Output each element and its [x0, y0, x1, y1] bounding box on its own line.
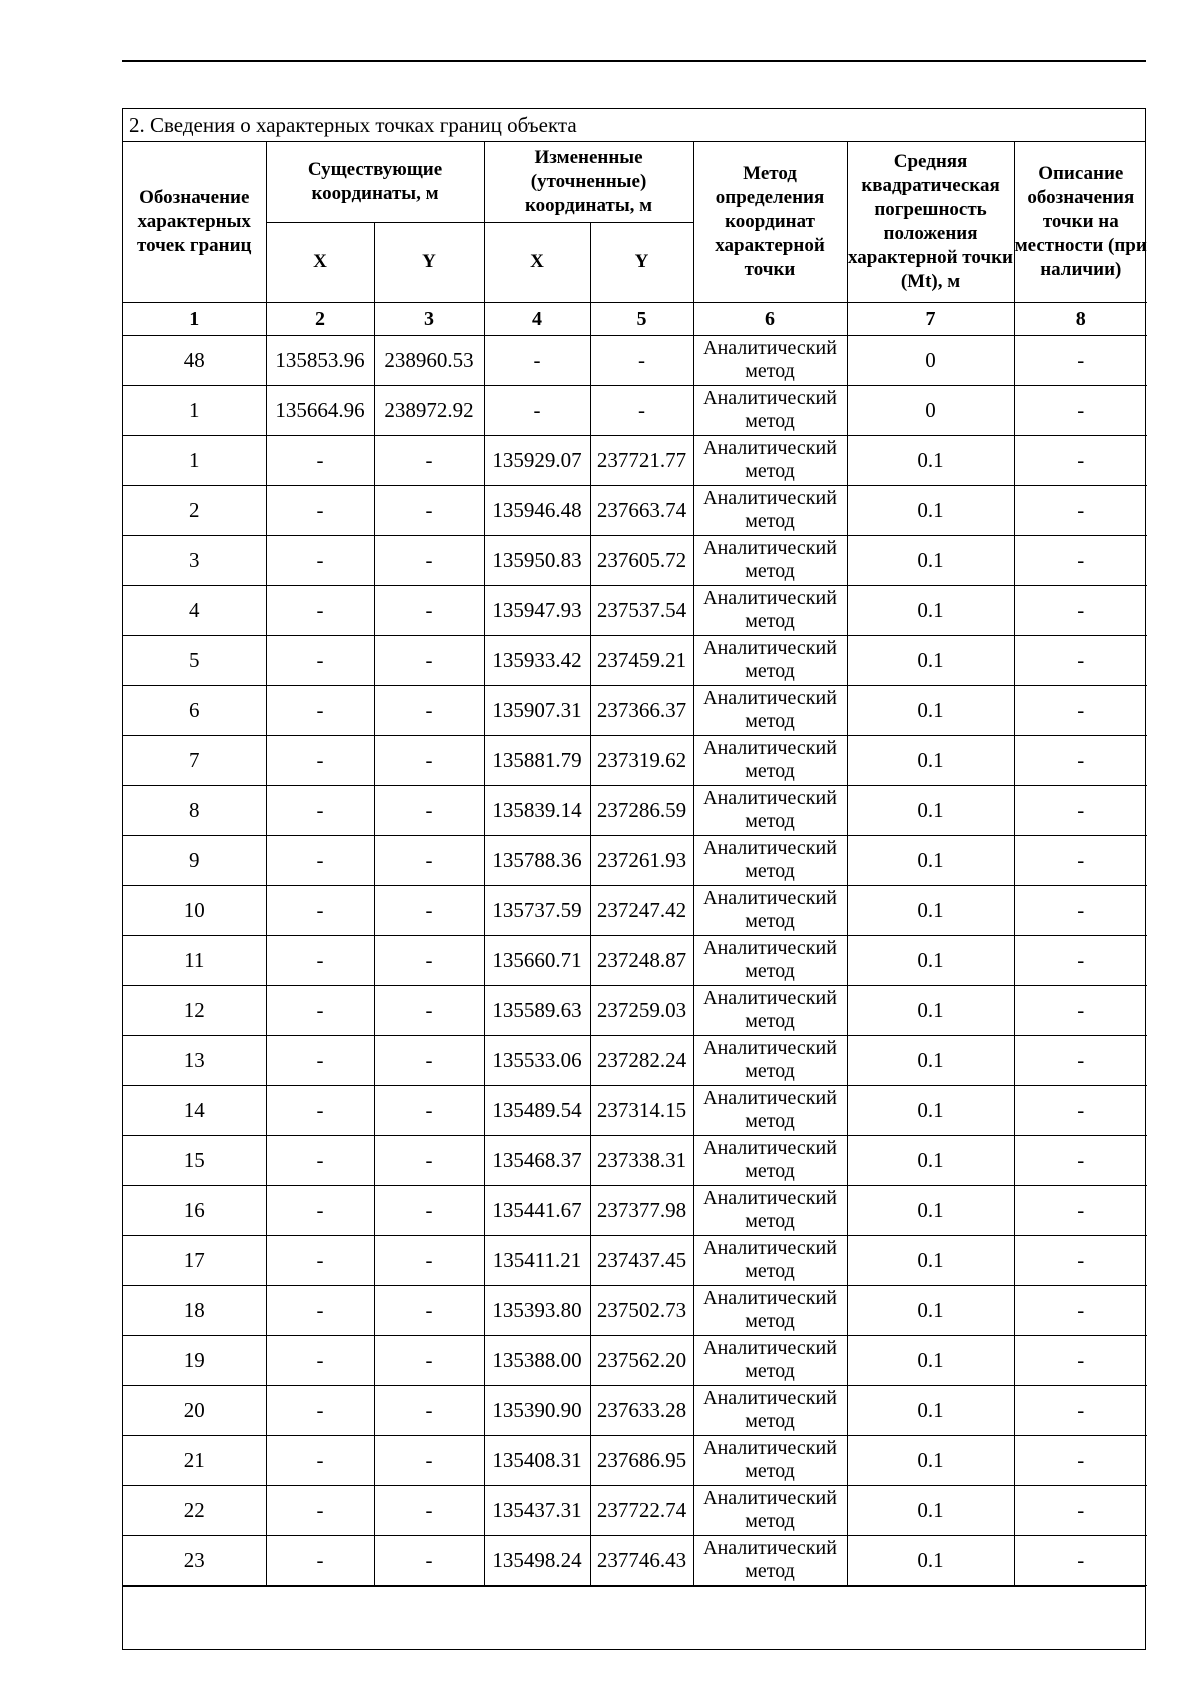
existing-y-cell: 238960.53	[374, 335, 484, 385]
mean-error-cell: 0	[847, 335, 1014, 385]
point-designation-cell: 10	[123, 885, 266, 935]
point-designation-cell: 14	[123, 1085, 266, 1135]
existing-x-cell: -	[266, 1385, 374, 1435]
column-number: 8	[1014, 302, 1147, 335]
table-row	[123, 435, 1147, 485]
table-row	[123, 1485, 1147, 1535]
changed-y-cell: 237686.95	[590, 1435, 693, 1485]
table-row	[123, 385, 1147, 435]
changed-x-cell: 135933.42	[484, 635, 590, 685]
column-number: 1	[123, 302, 266, 335]
point-designation-cell: 8	[123, 785, 266, 835]
existing-y-cell: -	[374, 485, 484, 535]
method-cell: Аналитический метод	[693, 1035, 847, 1085]
column-number: 2	[266, 302, 374, 335]
changed-x-cell: 135881.79	[484, 735, 590, 785]
changed-y-cell: 237605.72	[590, 535, 693, 585]
description-cell: -	[1014, 785, 1147, 835]
changed-x-cell: 135498.24	[484, 1535, 590, 1585]
description-cell: -	[1014, 335, 1147, 385]
header-changed-coords: Измененные (уточненные) координаты, м	[484, 142, 693, 222]
existing-y-cell: -	[374, 1435, 484, 1485]
existing-x-cell: -	[266, 735, 374, 785]
existing-y-cell: -	[374, 1535, 484, 1585]
changed-x-cell: 135946.48	[484, 485, 590, 535]
changed-y-cell: 237722.74	[590, 1485, 693, 1535]
method-cell: Аналитический метод	[693, 1085, 847, 1135]
column-number: 4	[484, 302, 590, 335]
description-cell: -	[1014, 935, 1147, 985]
table-row	[123, 1385, 1147, 1435]
point-designation-cell: 22	[123, 1485, 266, 1535]
changed-x-cell: 135390.90	[484, 1385, 590, 1435]
existing-y-cell: -	[374, 1035, 484, 1085]
header-existing-x: X	[266, 222, 374, 302]
method-cell: Аналитический метод	[693, 635, 847, 685]
changed-x-cell: 135660.71	[484, 935, 590, 985]
column-number: 3	[374, 302, 484, 335]
boundary-points-section	[122, 108, 1146, 1650]
point-designation-cell: 4	[123, 585, 266, 635]
mean-error-cell: 0.1	[847, 1435, 1014, 1485]
column-number: 6	[693, 302, 847, 335]
existing-x-cell: -	[266, 585, 374, 635]
changed-x-cell: 135929.07	[484, 435, 590, 485]
table-row	[123, 1335, 1147, 1385]
existing-y-cell: -	[374, 535, 484, 585]
description-cell: -	[1014, 835, 1147, 885]
mean-error-cell: 0.1	[847, 935, 1014, 985]
changed-x-cell: 135411.21	[484, 1235, 590, 1285]
changed-x-cell: 135393.80	[484, 1285, 590, 1335]
description-cell: -	[1014, 1335, 1147, 1385]
description-cell: -	[1014, 1435, 1147, 1485]
existing-x-cell: -	[266, 1485, 374, 1535]
mean-error-cell: 0.1	[847, 435, 1014, 485]
mean-error-cell: 0.1	[847, 1235, 1014, 1285]
top-divider-line	[122, 60, 1146, 62]
table-row	[123, 935, 1147, 985]
point-designation-cell: 23	[123, 1535, 266, 1585]
existing-x-cell: -	[266, 835, 374, 885]
mean-error-cell: 0.1	[847, 635, 1014, 685]
section-title: 2. Сведения о характерных точках границ объекта	[123, 109, 1145, 142]
changed-y-cell: 237261.93	[590, 835, 693, 885]
empty-footer-row	[123, 1586, 1145, 1626]
description-cell: -	[1014, 1385, 1147, 1435]
table-row	[123, 685, 1147, 735]
point-designation-cell: 7	[123, 735, 266, 785]
point-designation-cell: 6	[123, 685, 266, 735]
description-cell: -	[1014, 385, 1147, 435]
existing-x-cell: -	[266, 435, 374, 485]
table-row	[123, 1535, 1147, 1585]
point-designation-cell: 48	[123, 335, 266, 385]
changed-x-cell: 135441.67	[484, 1185, 590, 1235]
changed-y-cell: 237721.77	[590, 435, 693, 485]
changed-x-cell: 135468.37	[484, 1135, 590, 1185]
mean-error-cell: 0.1	[847, 1135, 1014, 1185]
point-designation-cell: 13	[123, 1035, 266, 1085]
method-cell: Аналитический метод	[693, 885, 847, 935]
existing-y-cell: -	[374, 1485, 484, 1535]
mean-error-cell: 0.1	[847, 1085, 1014, 1135]
changed-y-cell: 237338.31	[590, 1135, 693, 1185]
changed-y-cell: 237377.98	[590, 1185, 693, 1235]
method-cell: Аналитический метод	[693, 685, 847, 735]
description-cell: -	[1014, 1035, 1147, 1085]
changed-x-cell: 135489.54	[484, 1085, 590, 1135]
changed-x-cell: 135437.31	[484, 1485, 590, 1535]
method-cell: Аналитический метод	[693, 335, 847, 385]
existing-x-cell: 135853.96	[266, 335, 374, 385]
existing-y-cell: -	[374, 585, 484, 635]
point-designation-cell: 1	[123, 435, 266, 485]
point-designation-cell: 17	[123, 1235, 266, 1285]
table-row	[123, 985, 1147, 1035]
table-row	[123, 485, 1147, 535]
changed-y-cell: 237562.20	[590, 1335, 693, 1385]
changed-y-cell: 237663.74	[590, 485, 693, 535]
table-row	[123, 835, 1147, 885]
mean-error-cell: 0.1	[847, 1035, 1014, 1085]
method-cell: Аналитический метод	[693, 1335, 847, 1385]
changed-y-cell: 237314.15	[590, 1085, 693, 1135]
description-cell: -	[1014, 435, 1147, 485]
description-cell: -	[1014, 1085, 1147, 1135]
point-designation-cell: 15	[123, 1135, 266, 1185]
method-cell: Аналитический метод	[693, 1135, 847, 1185]
point-designation-cell: 11	[123, 935, 266, 985]
table-row	[123, 335, 1147, 385]
changed-x-cell: 135947.93	[484, 585, 590, 635]
existing-x-cell: -	[266, 485, 374, 535]
changed-x-cell: 135839.14	[484, 785, 590, 835]
changed-y-cell: 237319.62	[590, 735, 693, 785]
mean-error-cell: 0.1	[847, 885, 1014, 935]
changed-y-cell: 237502.73	[590, 1285, 693, 1335]
method-cell: Аналитический метод	[693, 1185, 847, 1235]
existing-x-cell: -	[266, 935, 374, 985]
changed-x-cell: 135788.36	[484, 835, 590, 885]
method-cell: Аналитический метод	[693, 1285, 847, 1335]
header-existing-coords: Существующие координаты, м	[266, 142, 484, 222]
table-row	[123, 535, 1147, 585]
point-designation-cell: 16	[123, 1185, 266, 1235]
mean-error-cell: 0.1	[847, 985, 1014, 1035]
table-row	[123, 1085, 1147, 1135]
method-cell: Аналитический метод	[693, 835, 847, 885]
mean-error-cell: 0.1	[847, 485, 1014, 535]
changed-x-cell: -	[484, 335, 590, 385]
method-cell: Аналитический метод	[693, 1535, 847, 1585]
existing-y-cell: 238972.92	[374, 385, 484, 435]
changed-y-cell: 237366.37	[590, 685, 693, 735]
header-changed-x: X	[484, 222, 590, 302]
point-designation-cell: 21	[123, 1435, 266, 1485]
existing-y-cell: -	[374, 885, 484, 935]
existing-x-cell: -	[266, 985, 374, 1035]
existing-y-cell: -	[374, 1285, 484, 1335]
method-cell: Аналитический метод	[693, 1385, 847, 1435]
mean-error-cell: 0.1	[847, 535, 1014, 585]
changed-y-cell: -	[590, 335, 693, 385]
changed-y-cell: 237437.45	[590, 1235, 693, 1285]
changed-y-cell: -	[590, 385, 693, 435]
table-row	[123, 785, 1147, 835]
description-cell: -	[1014, 1485, 1147, 1535]
existing-y-cell: -	[374, 1235, 484, 1285]
mean-error-cell: 0	[847, 385, 1014, 435]
description-cell: -	[1014, 1285, 1147, 1335]
column-number: 7	[847, 302, 1014, 335]
changed-x-cell: 135533.06	[484, 1035, 590, 1085]
existing-x-cell: -	[266, 1035, 374, 1085]
existing-y-cell: -	[374, 735, 484, 785]
existing-x-cell: -	[266, 885, 374, 935]
point-designation-cell: 5	[123, 635, 266, 685]
description-cell: -	[1014, 985, 1147, 1035]
table-row	[123, 635, 1147, 685]
changed-y-cell: 237746.43	[590, 1535, 693, 1585]
header-description: Описание обозначения точки на местности (при наличии)	[1014, 142, 1147, 302]
existing-y-cell: -	[374, 1085, 484, 1135]
header-mean-error: Средняя квадратическая погрешность положения характерной точки (Mt), м	[847, 142, 1014, 302]
table-row	[123, 1285, 1147, 1335]
table-body	[123, 335, 1147, 1585]
point-designation-cell: 3	[123, 535, 266, 585]
description-cell: -	[1014, 1185, 1147, 1235]
method-cell: Аналитический метод	[693, 485, 847, 535]
existing-y-cell: -	[374, 635, 484, 685]
mean-error-cell: 0.1	[847, 1385, 1014, 1435]
existing-x-cell: -	[266, 1335, 374, 1385]
existing-x-cell: -	[266, 1185, 374, 1235]
table-row	[123, 1185, 1147, 1235]
existing-x-cell: -	[266, 685, 374, 735]
changed-y-cell: 237248.87	[590, 935, 693, 985]
point-designation-cell: 20	[123, 1385, 266, 1435]
existing-y-cell: -	[374, 835, 484, 885]
mean-error-cell: 0.1	[847, 835, 1014, 885]
mean-error-cell: 0.1	[847, 1485, 1014, 1535]
description-cell: -	[1014, 735, 1147, 785]
method-cell: Аналитический метод	[693, 535, 847, 585]
method-cell: Аналитический метод	[693, 985, 847, 1035]
method-cell: Аналитический метод	[693, 1435, 847, 1485]
method-cell: Аналитический метод	[693, 735, 847, 785]
changed-x-cell: 135388.00	[484, 1335, 590, 1385]
mean-error-cell: 0.1	[847, 735, 1014, 785]
changed-x-cell: 135589.63	[484, 985, 590, 1035]
description-cell: -	[1014, 585, 1147, 635]
table-row	[123, 885, 1147, 935]
changed-x-cell: 135950.83	[484, 535, 590, 585]
changed-y-cell: 237247.42	[590, 885, 693, 935]
mean-error-cell: 0.1	[847, 785, 1014, 835]
existing-x-cell: -	[266, 1235, 374, 1285]
table-row	[123, 735, 1147, 785]
changed-x-cell: 135408.31	[484, 1435, 590, 1485]
point-designation-cell: 19	[123, 1335, 266, 1385]
changed-x-cell: 135737.59	[484, 885, 590, 935]
point-designation-cell: 2	[123, 485, 266, 535]
existing-x-cell: -	[266, 1135, 374, 1185]
description-cell: -	[1014, 1135, 1147, 1185]
existing-y-cell: -	[374, 685, 484, 735]
table-row	[123, 1035, 1147, 1085]
mean-error-cell: 0.1	[847, 1185, 1014, 1235]
description-cell: -	[1014, 535, 1147, 585]
table-row	[123, 1435, 1147, 1485]
existing-y-cell: -	[374, 935, 484, 985]
existing-x-cell: -	[266, 785, 374, 835]
point-designation-cell: 1	[123, 385, 266, 435]
existing-y-cell: -	[374, 1135, 484, 1185]
description-cell: -	[1014, 1535, 1147, 1585]
method-cell: Аналитический метод	[693, 1485, 847, 1535]
mean-error-cell: 0.1	[847, 1335, 1014, 1385]
mean-error-cell: 0.1	[847, 1285, 1014, 1335]
table-row	[123, 1135, 1147, 1185]
method-cell: Аналитический метод	[693, 785, 847, 835]
method-cell: Аналитический метод	[693, 385, 847, 435]
existing-x-cell: -	[266, 535, 374, 585]
existing-y-cell: -	[374, 1335, 484, 1385]
method-cell: Аналитический метод	[693, 1235, 847, 1285]
point-designation-cell: 18	[123, 1285, 266, 1335]
description-cell: -	[1014, 685, 1147, 735]
header-existing-y: Y	[374, 222, 484, 302]
mean-error-cell: 0.1	[847, 1535, 1014, 1585]
description-cell: -	[1014, 635, 1147, 685]
changed-y-cell: 237459.21	[590, 635, 693, 685]
table-row	[123, 1235, 1147, 1285]
changed-x-cell: -	[484, 385, 590, 435]
description-cell: -	[1014, 1235, 1147, 1285]
existing-y-cell: -	[374, 985, 484, 1035]
description-cell: -	[1014, 885, 1147, 935]
existing-x-cell: 135664.96	[266, 385, 374, 435]
column-number: 5	[590, 302, 693, 335]
changed-y-cell: 237282.24	[590, 1035, 693, 1085]
description-cell: -	[1014, 485, 1147, 535]
boundary-points-table	[123, 142, 1147, 1586]
point-designation-cell: 9	[123, 835, 266, 885]
method-cell: Аналитический метод	[693, 935, 847, 985]
method-cell: Аналитический метод	[693, 435, 847, 485]
changed-y-cell: 237286.59	[590, 785, 693, 835]
existing-x-cell: -	[266, 635, 374, 685]
existing-x-cell: -	[266, 1085, 374, 1135]
point-designation-cell: 12	[123, 985, 266, 1035]
existing-x-cell: -	[266, 1285, 374, 1335]
method-cell: Аналитический метод	[693, 585, 847, 635]
column-number-row	[123, 302, 1147, 335]
table-row	[123, 585, 1147, 635]
existing-y-cell: -	[374, 435, 484, 485]
header-method: Метод определения координат характерной точки	[693, 142, 847, 302]
existing-x-cell: -	[266, 1435, 374, 1485]
table-header	[123, 142, 1147, 335]
changed-x-cell: 135907.31	[484, 685, 590, 735]
header-changed-y: Y	[590, 222, 693, 302]
existing-x-cell: -	[266, 1535, 374, 1585]
existing-y-cell: -	[374, 1185, 484, 1235]
header-designation: Обозначение характерных точек границ	[123, 142, 266, 302]
existing-y-cell: -	[374, 785, 484, 835]
changed-y-cell: 237633.28	[590, 1385, 693, 1435]
existing-y-cell: -	[374, 1385, 484, 1435]
changed-y-cell: 237259.03	[590, 985, 693, 1035]
mean-error-cell: 0.1	[847, 685, 1014, 735]
mean-error-cell: 0.1	[847, 585, 1014, 635]
changed-y-cell: 237537.54	[590, 585, 693, 635]
